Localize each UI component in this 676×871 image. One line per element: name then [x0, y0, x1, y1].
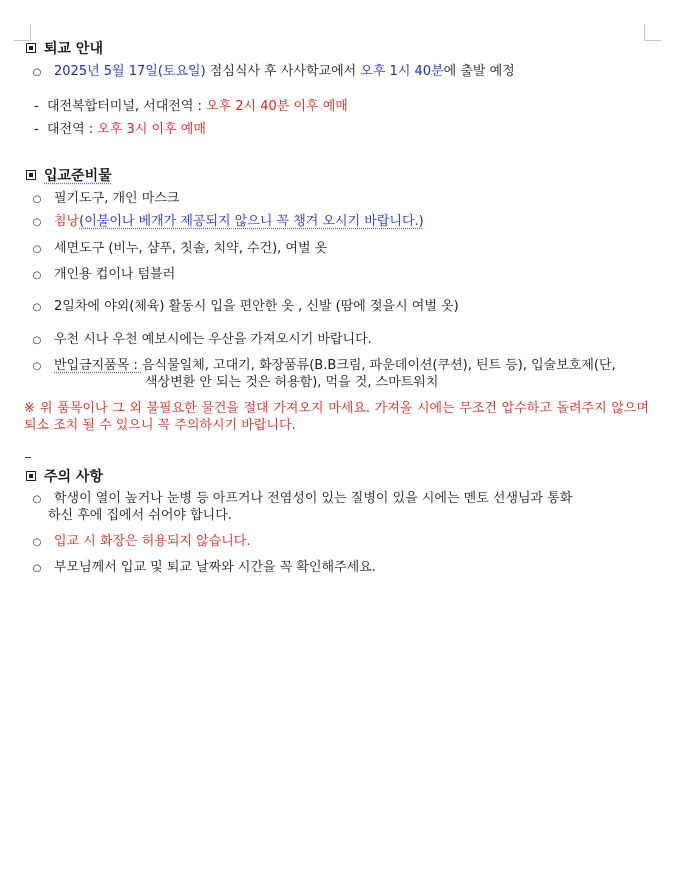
dismissal-date: 2025년 5월 17일(토요일) [54, 64, 206, 79]
list-item [30, 559, 376, 577]
list-item-continuation [48, 507, 232, 524]
dismissal-time: 오후 1시 40분 [360, 64, 444, 79]
text-span: 음식물일체, 고대기, 화장품류(B.B크림, 파운데이션(쿠션), 틴트 등), 입술보호제(단, [142, 358, 616, 373]
text-span: 침낭 [54, 214, 80, 229]
warning-notice [24, 400, 649, 434]
checkbox-square-icon [26, 471, 36, 481]
bullet-circle-icon: ○ [32, 270, 42, 281]
text-span: 학생이 열이 높거나 눈병 등 아프거나 전염성이 있는 질병이 있을 시에는 멘토 선생님과 통화 [54, 491, 573, 506]
text-span: ※ 위 품목이나 그 외 불필요한 물건을 절대 가져오지 마세요. 가져올 시에는 무조건 압수하고 돌려주지 않으며 퇴소 조치 될 수 있으니 꼭 주의하시기 바랍니다. [24, 401, 649, 433]
bullet-circle-icon: ○ [32, 537, 42, 548]
list-item [30, 490, 572, 508]
text-span: 세면도구 (비누, 샴푸, 칫솔, 치약, 수건), 여벌 옷 [54, 241, 328, 256]
text-span: 필기도구, 개인 마스크 [54, 191, 180, 206]
list-item-banned [30, 357, 616, 375]
section-title: 입교준비물 [44, 168, 112, 184]
section-heading-dismissal [26, 38, 103, 58]
list-item [30, 331, 372, 349]
text-span: (이불이나 베개가 제공되지 않으니 꼭 챙겨 오시기 바랍니다.) [79, 214, 424, 229]
list-item [30, 213, 424, 231]
text-span: 점심식사 후 사사학교에서 [205, 64, 361, 79]
list-item [30, 266, 175, 284]
checkbox-square-icon [26, 170, 36, 180]
text-span: 대전역 : [46, 122, 98, 137]
text-span: 우천 시나 우천 예보시에는 우산을 가져오시기 바랍니다. [54, 332, 372, 347]
bullet-circle-icon: ○ [32, 563, 42, 574]
section-heading-caution [26, 466, 103, 486]
dash-bullet: - [34, 99, 39, 114]
text-span: 색상변환 안 되는 것은 허용함), 먹을 것, 스마트워치 [145, 375, 439, 390]
text-span: 오후 2시 40분 이후 예매 [206, 99, 348, 114]
text-span: 대전복합터미널, 서대전역 : [46, 99, 207, 114]
bullet-circle-icon: ○ [32, 194, 42, 205]
list-item [30, 298, 459, 316]
bullet-circle-icon: ○ [32, 302, 42, 313]
section-heading-supplies [26, 165, 112, 185]
checkbox-square-icon [26, 43, 36, 53]
text-span: 개인용 컵이나 텀블러 [54, 267, 176, 282]
text-span: 반입금지품목 : [54, 358, 142, 373]
text-span: 2일차에 야외(체육) 활동시 입을 편안한 옷 , 신발 (땀에 젖을시 여벌 옷) [54, 299, 459, 314]
list-item [30, 240, 327, 258]
section-title: 주의 사항 [44, 469, 103, 485]
list-item-continuation [145, 374, 438, 391]
dash-bullet: - [34, 122, 39, 137]
text-span: 오후 3시 이후 예매 [97, 122, 206, 137]
separator-mark [25, 457, 31, 458]
text-span: 에 출발 예정 [443, 64, 515, 79]
list-item [34, 98, 348, 115]
bullet-circle-icon: ○ [32, 361, 42, 372]
list-item [34, 121, 206, 138]
list-item [30, 63, 515, 81]
bullet-circle-icon: ○ [32, 494, 42, 505]
text-span: 하신 후에 집에서 쉬어야 합니다. [48, 508, 232, 523]
bullet-circle-icon: ○ [32, 67, 42, 78]
list-item [30, 190, 179, 208]
text-span: 입교 시 화장은 허용되지 않습니다. [54, 534, 251, 549]
margin-corner-mark [644, 24, 661, 41]
section-title: 퇴교 안내 [44, 41, 103, 57]
bullet-circle-icon: ○ [32, 217, 42, 228]
text-span: 부모님께서 입교 및 퇴교 날짜와 시간을 꼭 확인해주세요. [54, 560, 376, 575]
bullet-circle-icon: ○ [32, 244, 42, 255]
bullet-circle-icon: ○ [32, 335, 42, 346]
list-item [30, 533, 250, 551]
